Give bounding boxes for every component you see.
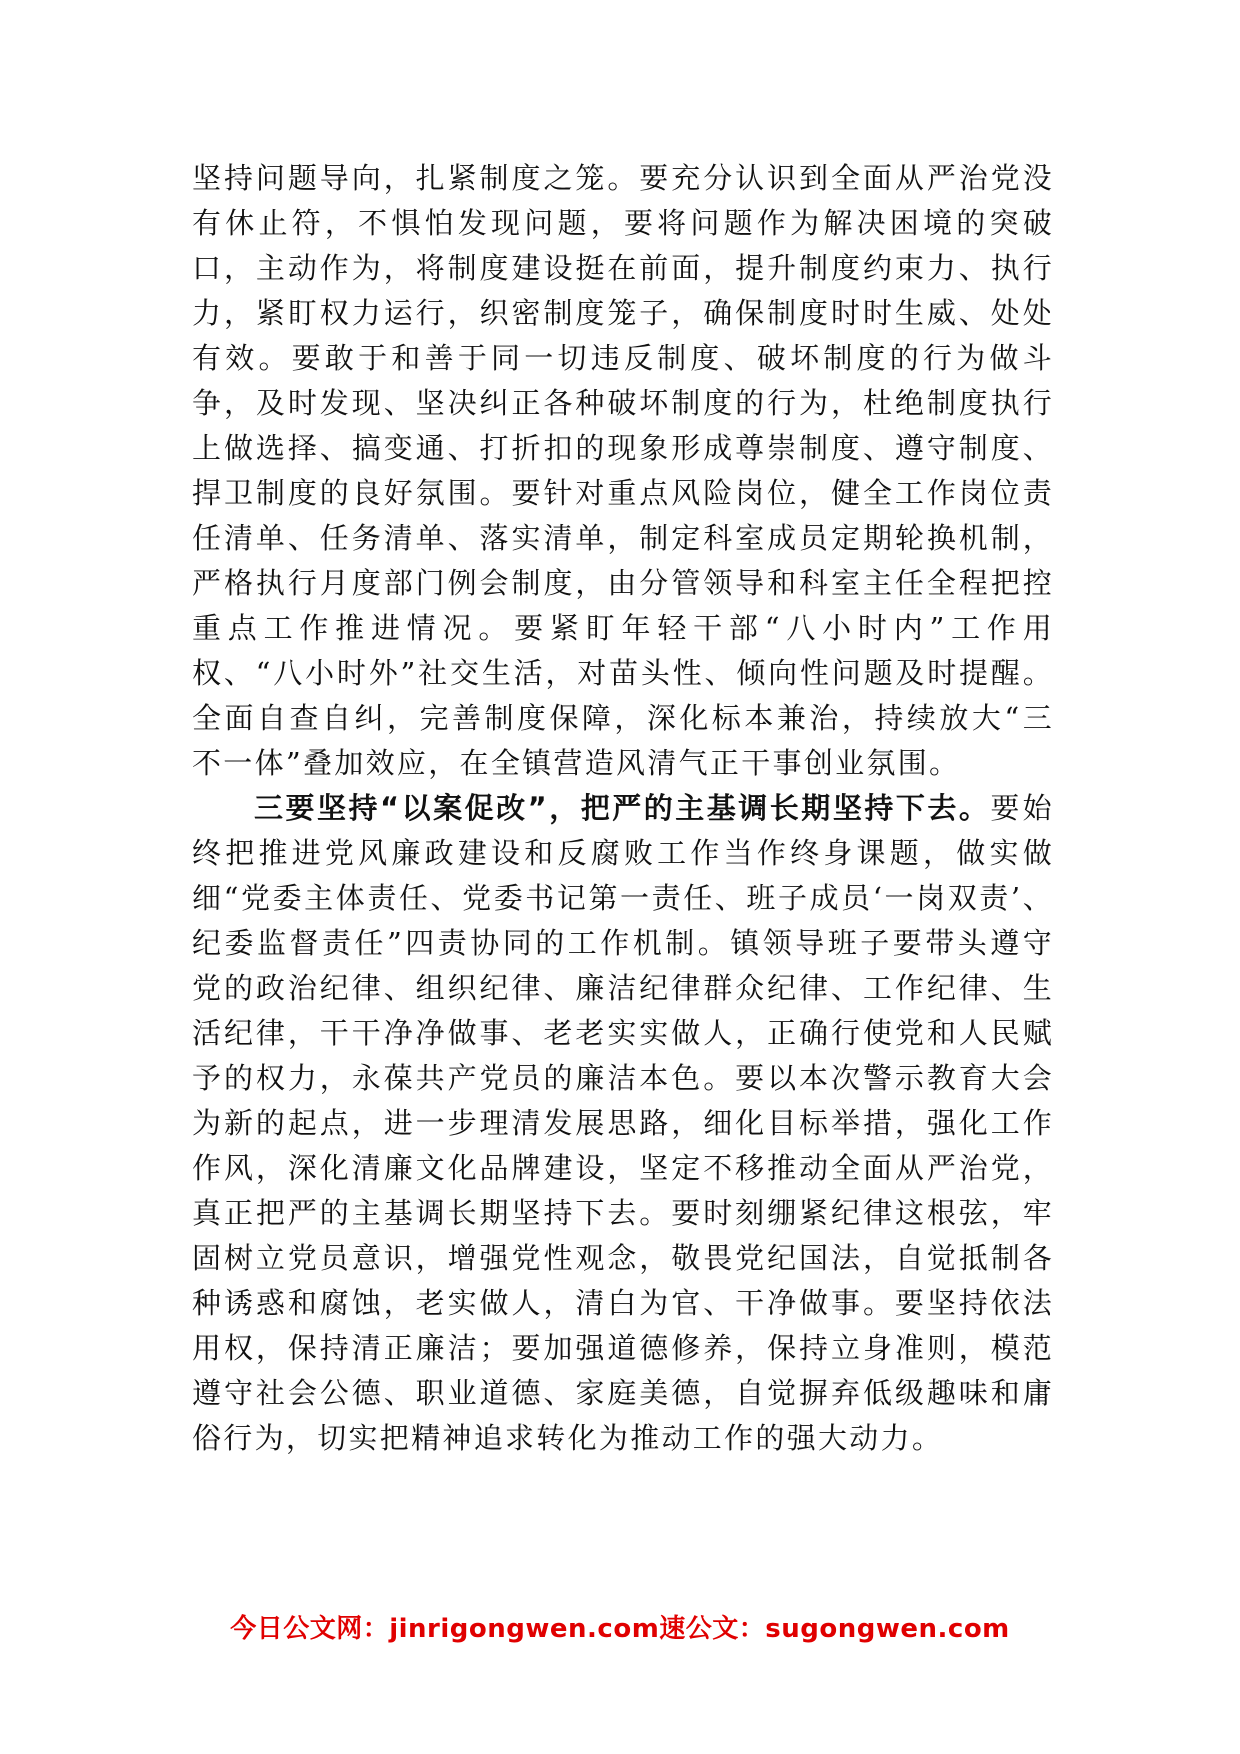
footer-watermark: 今日公文网：jinrigongwen.com速公文：sugongwen.com [230, 1614, 1010, 1644]
paragraph-heading: 三要坚持“以案促改”，把严的主基调长期坚持下去。 [254, 791, 991, 825]
paragraph-body: 要始终把推进党风廉政建设和反腐败工作当作终身课题，做实做细“党委主体责任、党委书记第一责任、班子成员‘一岗双责’、纪委监督责任”四责协同的工作机制。镇领导班子要带头遵守党的政治纪律、组织纪律、廉洁纪律群众纪律、工作纪律、生活纪律，干干净净做事、老老实实做人，正确行使党和人民赋予的权力，永葆共产党员的廉洁本色。要以本次警示教育大会为新的起点，进一步理清发展思路，细化目标举措，强化工作作风，深化清廉文化品牌建设，坚定不移推动全面从严治党，真正把严的主基调长期坚持下去。要时刻绷紧纪律这根弦，牢固树立党员意识，增强党性观念，敬畏党纪国法，自觉抵制各种诱惑和腐蚀，老实做人，清白为官、干净做事。要坚持依法用权，保持清正廉洁；要加强道德修养，保持立身准则，模范遵守社会公德、职业道德、家庭美德，自觉摒弃低级趣味和庸俗行为，切实把精神追求转化为推动工作的强大动力。 [192, 791, 1054, 1455]
document-body [192, 156, 1054, 1461]
paragraph-system-building: 坚持问题导向，扎紧制度之笼。要充分认识到全面从严治党没有休止符，不惧怕发现问题，要将问题作为解决困境的突破口，主动作为，将制度建设挺在前面，提升制度约束力、执行力，紧盯权力运行，织密制度笼子，确保制度时时生威、处处有效。要敢于和善于同一切违反制度、破坏制度的行为做斗争，及时发现、坚决纠正各种破坏制度的行为，杜绝制度执行上做选择、搞变通、打折扣的现象形成尊崇制度、遵守制度、捍卫制度的良好氛围。要针对重点风险岗位，健全工作岗位责任清单、任务清单、落实清单，制定科室成员定期轮换机制，严格执行月度部门例会制度，由分管领导和科室主任全程把控重点工作推进情况。要紧盯年轻干部“八小时内”工作用权、“八小时外”社交生活，对苗头性、倾向性问题及时提醒。全面自查自纠，完善制度保障，深化标本兼治，持续放大“三不一体”叠加效应，在全镇营造风清气正干事创业氛围。 [192, 161, 1054, 780]
paragraph-case-reform [192, 786, 1054, 1461]
